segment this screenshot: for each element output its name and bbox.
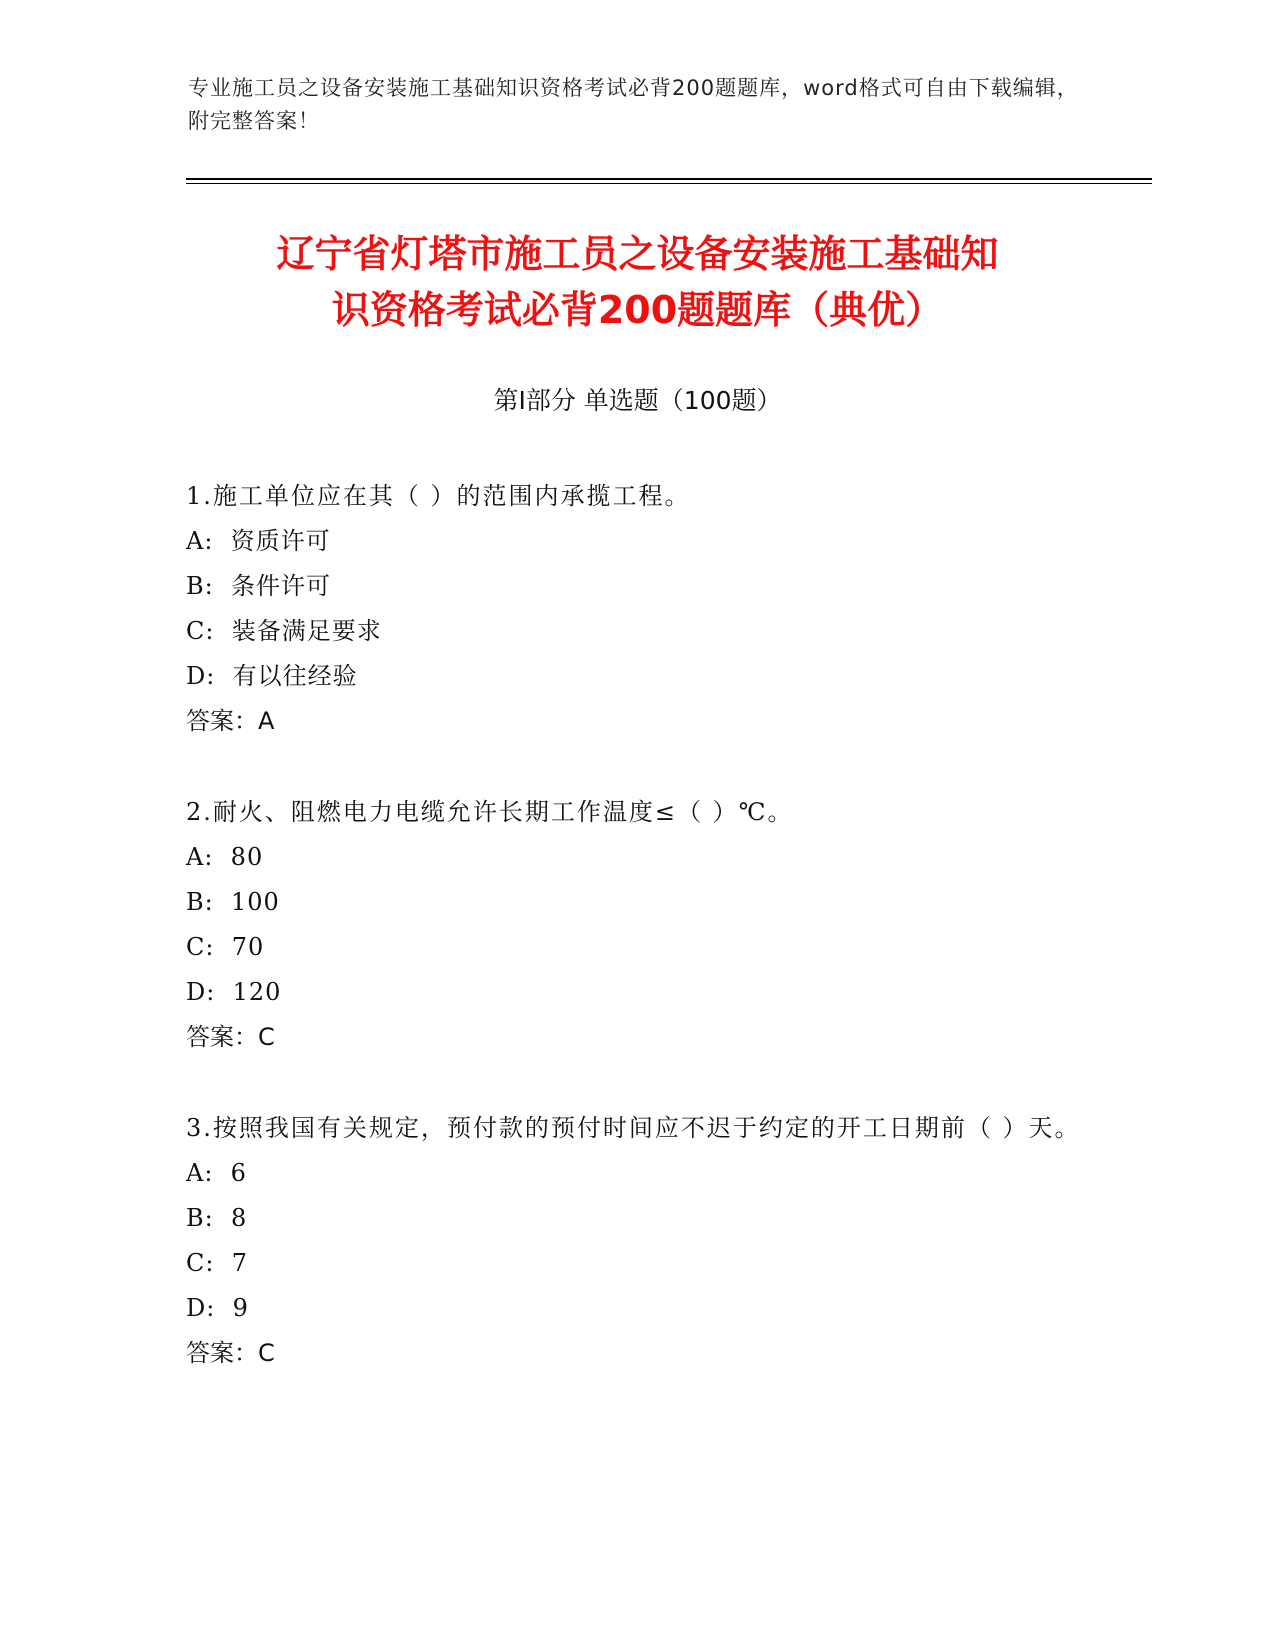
option-b: B: 8 xyxy=(186,1204,248,1232)
option-a: A: 6 xyxy=(186,1159,247,1187)
document-title xyxy=(150,226,1125,338)
header-divider-thin xyxy=(186,183,1152,184)
section-title: 第Ⅰ部分 单选题（100题） xyxy=(493,386,782,415)
answer: 答案：A xyxy=(186,707,275,735)
header-divider-thick xyxy=(186,178,1152,180)
document-title-line-1: 辽宁省灯塔市施工员之设备安装施工基础知 xyxy=(276,232,999,276)
answer: 答案：C xyxy=(186,1023,275,1051)
option-a: A: 80 xyxy=(186,843,264,871)
question-stem: 3.按照我国有关规定，预付款的预付时间应不迟于约定的开工日期前（ ）天。 xyxy=(186,1114,1081,1142)
option-b: B: 条件许可 xyxy=(186,572,331,600)
option-d: D: 9 xyxy=(186,1294,249,1322)
document-title-line-2: 识资格考试必背200题题库（典优） xyxy=(331,288,944,332)
option-c: C: 7 xyxy=(186,1249,248,1277)
question-stem: 1.施工单位应在其（ ）的范围内承揽工程。 xyxy=(186,482,691,510)
question-1 xyxy=(186,474,1086,744)
question-list xyxy=(186,474,1086,1422)
option-d: D: 有以往经验 xyxy=(186,662,358,690)
option-a: A: 资质许可 xyxy=(186,527,331,555)
answer: 答案：C xyxy=(186,1339,275,1367)
header-note: 专业施工员之设备安装施工基础知识资格考试必背200题题库，word格式可自由下载编辑，附完整答案！ xyxy=(188,76,1079,133)
option-d: D: 120 xyxy=(186,978,282,1006)
question-stem: 2.耐火、阻燃电力电缆允许长期工作温度≤（ ）℃。 xyxy=(186,798,794,826)
option-c: C: 70 xyxy=(186,933,265,961)
question-3 xyxy=(186,1106,1086,1376)
question-2 xyxy=(186,790,1086,1060)
option-c: C: 装备满足要求 xyxy=(186,617,382,645)
option-b: B: 100 xyxy=(186,888,280,916)
